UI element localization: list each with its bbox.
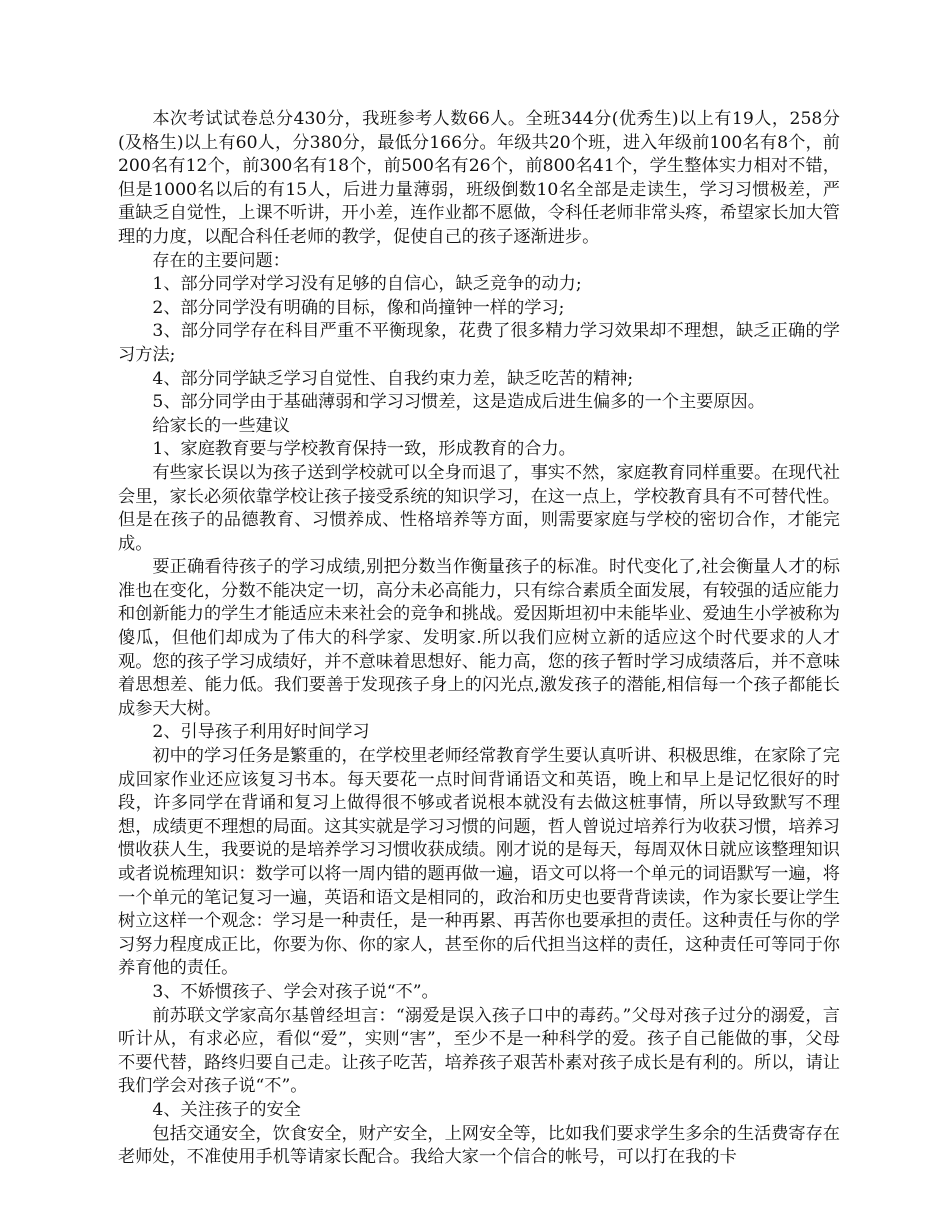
problem-item-1: 1、部分同学对学习没有足够的自信心，缺乏竞争的动力; xyxy=(152,274,582,295)
problem-item-5: 5、部分同学由于基础薄弱和学习习惯差，这是造成后进生偏多的一个主要原因。 xyxy=(152,392,765,413)
problem-item-3: 3、部分同学存在科目严重不平衡现象，花费了很多精力学习效果却不理想，缺乏正确的学习方法; xyxy=(118,321,840,365)
suggestion-heading-1: 1、家庭教育要与学校教育保持一致，形成教育的合力。 xyxy=(152,439,576,460)
heading-main-problems: 存在的主要问题： xyxy=(152,250,290,271)
document-body xyxy=(118,108,840,1170)
problem-item-4: 4、部分同学缺乏学习自觉性、自我约束力差，缺乏吃苦的精神; xyxy=(152,368,634,389)
suggestion-heading-3: 3、不娇惯孩子、学会对孩子说“不”。 xyxy=(152,981,439,1002)
paragraph-family-education: 有些家长误以为孩子送到学校就可以全身而退了，事实不然，家庭教育同样重要。在现代社会里，家长必须依靠学校让孩子接受系统的知识学习，在这一点上，学校教育具有不可替代性。但是在孩子的品德教育、习惯养成、性格培养等方面，则需要家庭与学校的密切合作，才能完成。 xyxy=(118,462,840,554)
heading-parent-suggestions: 给家长的一些建议 xyxy=(152,415,290,436)
paragraph-safety: 包括交通安全，饮食安全，财产安全，上网安全等，比如我们要求学生多余的生活费寄存在老师处，不准使用手机等请家长配合。我给大家一个信合的帐号，可以打在我的卡 xyxy=(118,1123,840,1168)
paragraph-exam-summary: 本次考试试卷总分430分，我班参考人数66人。全班344分(优秀生)以上有19人，258分(及格生)以上有60人，分380分，最低分166分。年级共20个班，进入年级前100名有8个，前200名有12个，前300名有18个，前500名有26个，前800名41个，学生整体实力相对不错，但是1000名以后的有15人，后进力量薄弱，班级倒数10名全部是走读生，学习习惯极差，严重缺乏自觉性，上课不听讲，开小差，连作业都不愿做，令科任老师非常头疼，希望家长加大管理的力度，以配合科任老师的教学，促使自己的孩子逐渐进步。 xyxy=(118,109,840,247)
paragraph-say-no: 前苏联文学家高尔基曾经坦言：“溺爱是误入孩子口中的毒药。”父母对孩子过分的溺爱，言听计从，有求必应，看似“爱”，实则“害”，至少不是一种科学的爱。孩子自己能做的事，父母不要代替，路终归要自己走。让孩子吃苦，培养孩子艰苦朴素对孩子成长是有利的。所以，请让我们学会对孩子说“不”。 xyxy=(118,1005,840,1097)
paragraph-grades-view: 要正确看待孩子的学习成绩,别把分数当作衡量孩子的标准。时代变化了,社会衡量人才的标准也在变化，分数不能决定一切，高分未必高能力，只有综合素质全面发展，有较强的适应能力和创新能力的学生才能适应未来社会的竞争和挑战。爱因斯坦初中未能毕业、爱迪生小学被称为傻瓜，但他们却成为了伟大的科学家、发明家.所以我们应树立新的适应这个时代要求的人才观。您的孩子学习成绩好，并不意味着思想好、能力高，您的孩子暂时学习成绩落后，并不意味着思想差、能力低。我们要善于发现孩子身上的闪光点,激发孩子的潜能,相信每一个孩子都能长成参天大树。 xyxy=(118,557,840,719)
problem-item-2: 2、部分同学没有明确的目标，像和尚撞钟一样的学习; xyxy=(152,297,565,318)
paragraph-study-time: 初中的学习任务是繁重的，在学校里老师经常教育学生要认真听讲、积极思维，在家除了完成回家作业还应该复习书本。每天要花一点时间背诵语文和英语，晚上和早上是记忆很好的时段，许多同学在背诵和复习上做得很不够或者说根本就没有去做这桩事情，所以导致默写不理想，成绩更不理想的局面。这其实就是学习习惯的问题，哲人曾说过培养行为收获习惯，培养习惯收获人生，我要说的是培养学习习惯收获成绩。刚才说的是每天，每周双休日就应该整理知识或者说梳理知识：数学可以将一周内错的题再做一遍，语文可以将一个单元的词语默写一遍，将一个单元的笔记复习一遍，英语和语文是相同的，政治和历史也要背背读读，作为家长要让学生树立这样一个观念：学习是一种责任，是一种再累、再苦你也要承担的责任。这种责任与你的学习努力程度成正比，你要为你、你的家人，甚至你的后代担当这样的责任，这种责任可等同于你养育他的责任。 xyxy=(118,746,840,979)
suggestion-heading-2: 2、引导孩子利用好时间学习 xyxy=(152,722,370,743)
suggestion-heading-4: 4、关注孩子的安全 xyxy=(152,1099,301,1120)
